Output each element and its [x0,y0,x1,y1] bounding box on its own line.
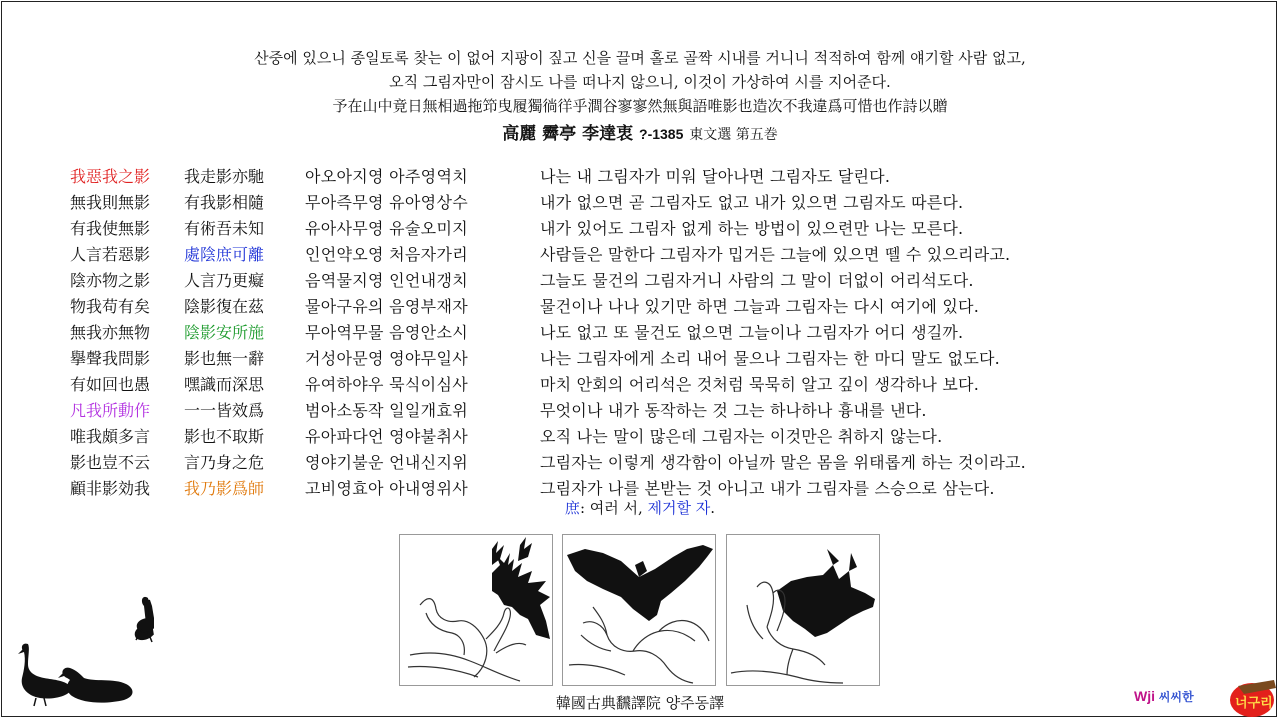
hanja-first-half: 擧聲我問影 [70,349,151,368]
vocab-note [0,496,1280,520]
reading-second-half: 일일개효위 [389,401,468,420]
birds-silhouette-icon [14,596,154,708]
reading-first-half: 유아사무영 [305,219,384,238]
dog-shadow-image [726,534,880,686]
note-meaning-2: 제거할 자 [647,499,711,517]
translation: 내가 있어도 그림자 없게 하는 방법이 있으련만 나는 모른다. [540,219,964,238]
reading [305,164,468,190]
translation: 물건이나 나나 있기만 하면 그늘과 그림자는 다시 여기에 있다. [540,297,979,316]
reading [305,372,468,398]
hanja-first-half: 有我使無影 [70,219,151,238]
reading-first-half: 유여하야우 [305,375,384,394]
translation: 그늘도 물건의 그림자거니 사람의 그 말이 더없이 어리석도다. [540,271,974,290]
hanja-second-half: 人言乃更癡 [184,271,265,290]
reading-first-half: 물아구유의 [305,297,384,316]
author-years: ?-1385 [639,126,684,142]
reading [305,242,468,268]
bird-shadow-image [562,534,716,686]
reading [305,424,468,450]
reading [305,190,468,216]
reading [305,450,468,476]
hanja-second-half: 影也無一辭 [184,349,265,368]
hanja-first-half: 物我苟有矣 [70,297,151,316]
hanja-first-half: 無我則無影 [70,193,151,212]
reading-second-half: 영야불취사 [389,427,468,446]
hanja-first-half: 陰亦物之影 [70,271,151,290]
reading-first-half: 범아소동작 [305,401,384,420]
logo-caption: 씨씨한 [1158,690,1194,704]
hanja-second-half: 有術吾未知 [184,219,265,238]
hanja-second-half: 處陰庶可離 [184,245,265,264]
hanja-second-half: 言乃身之危 [184,453,265,472]
hanja-first-half: 影也豈不云 [70,453,151,472]
hanja-second-half: 有我影相隨 [184,193,265,212]
logo-badge-text: 너구리 [1235,696,1273,711]
reading-second-half: 인언내갱치 [389,271,468,290]
reading-second-half: 처음자가리 [389,245,468,264]
reading-first-half: 영야기불운 [305,453,384,472]
translation: 나는 내 그림자가 미워 달아나면 그림자도 달린다. [540,167,891,186]
translation-credit: 韓國古典飜譯院 양주동譯 [555,694,725,712]
intro-line-2: 오직 그림자만이 잠시도 나를 떠나지 않으니, 이것이 가상하여 시를 지어준다. [389,73,891,91]
reading [305,294,468,320]
note-tail: . [710,499,716,517]
reading-second-half: 언내신지위 [389,453,468,472]
hanja-first-half: 顧非影効我 [70,479,151,498]
translation: 무엇이나 내가 동작하는 것 그는 하나하나 흉내를 낸다. [540,401,927,420]
reading-second-half: 묵식이심사 [389,375,468,394]
translation: 나는 그림자에게 소리 내어 물으나 그림자는 한 마디 말도 없도다. [540,349,1000,368]
reading-second-half: 음영부재자 [389,297,468,316]
translation: 사람들은 말한다 그림자가 밉거든 그늘에 있으면 뗄 수 있으리라고. [540,245,1011,264]
translation: 나도 없고 또 물건도 없으면 그늘이나 그림자가 어디 생길까. [540,323,964,342]
intro-line-hanja: 予在山中竟日無相過拖笻曳履獨徜徉乎澗谷寥寥然無與語唯影也造次不我違爲可惜也作詩以贈 [332,97,948,115]
hanja-first-half: 人言若惡影 [70,245,151,264]
source: 東文選 第五巻 [689,127,778,143]
reading [305,216,468,242]
hanja-first-half: 無我亦無物 [70,323,151,342]
hanja-second-half: 我乃影爲師 [184,479,265,498]
reading-first-half: 유아파다언 [305,427,384,446]
reading-first-half: 거성아문영 [305,349,384,368]
byline [0,120,1280,149]
reading-second-half: 유술오미지 [389,219,468,238]
logo-text [1134,688,1194,705]
reading-second-half: 유아영상수 [389,193,468,212]
hanja-second-half: 一一皆效爲 [184,401,265,420]
hanja-second-half: 我走影亦馳 [184,167,265,186]
reading-first-half: 인언약오영 [305,245,384,264]
reading-first-half: 아오아지영 [305,167,384,186]
translation: 내가 없으면 곧 그림자도 없고 내가 있으면 그림자도 따른다. [540,193,964,212]
reading-second-half: 영야무일사 [389,349,468,368]
note-char: 庶 [564,499,580,517]
reading [305,268,468,294]
hanja-second-half: 陰影安所施 [184,323,265,342]
reading-second-half: 아내영위사 [389,479,468,498]
logo-mark: Wji [1134,688,1155,704]
hanja-first-half: 唯我頗多言 [70,427,151,446]
reading [305,346,468,372]
note-meaning-1: : 여러 서, [579,499,648,517]
hanja-second-half: 陰影復在茲 [184,297,265,316]
hanja-first-half: 有如回也愚 [70,375,151,394]
hanja-second-half: 嘿識而深思 [184,375,265,394]
translation: 오직 나는 말이 많은데 그림자는 이것만은 취하지 않는다. [540,427,943,446]
hanja-first-half: 凡我所動作 [70,401,151,420]
author: 高麗 霽亭 李達衷 [502,124,634,144]
reading-first-half: 무아역무물 [305,323,384,342]
reading-first-half: 음역물지영 [305,271,384,290]
reading-second-half: 음영안소시 [389,323,468,342]
reading-second-half: 아주영역치 [389,167,468,186]
intro-line-1: 산중에 있으니 종일토록 찾는 이 없어 지팡이 짚고 신을 끌며 홀로 골짝 시내를 거니니 적적하여 함께 얘기할 사람 없고, [254,49,1026,67]
translation: 그림자는 이렇게 생각함이 아닐까 말은 몸을 위태롭게 하는 것이라고. [540,453,1026,472]
translation: 마치 안회의 어리석은 것처럼 묵묵히 알고 깊이 생각하나 보다. [540,375,979,394]
hanja-first-half: 我惡我之影 [70,167,151,186]
reading [305,320,468,346]
hanja-second-half: 影也不取斯 [184,427,265,446]
translation: 그림자가 나를 본받는 것 아니고 내가 그림자를 스승으로 삼는다. [540,479,995,498]
deer-shadow-image [399,534,553,686]
reading-first-half: 고비영효아 [305,479,384,498]
reading [305,398,468,424]
reading-first-half: 무아즉무영 [305,193,384,212]
